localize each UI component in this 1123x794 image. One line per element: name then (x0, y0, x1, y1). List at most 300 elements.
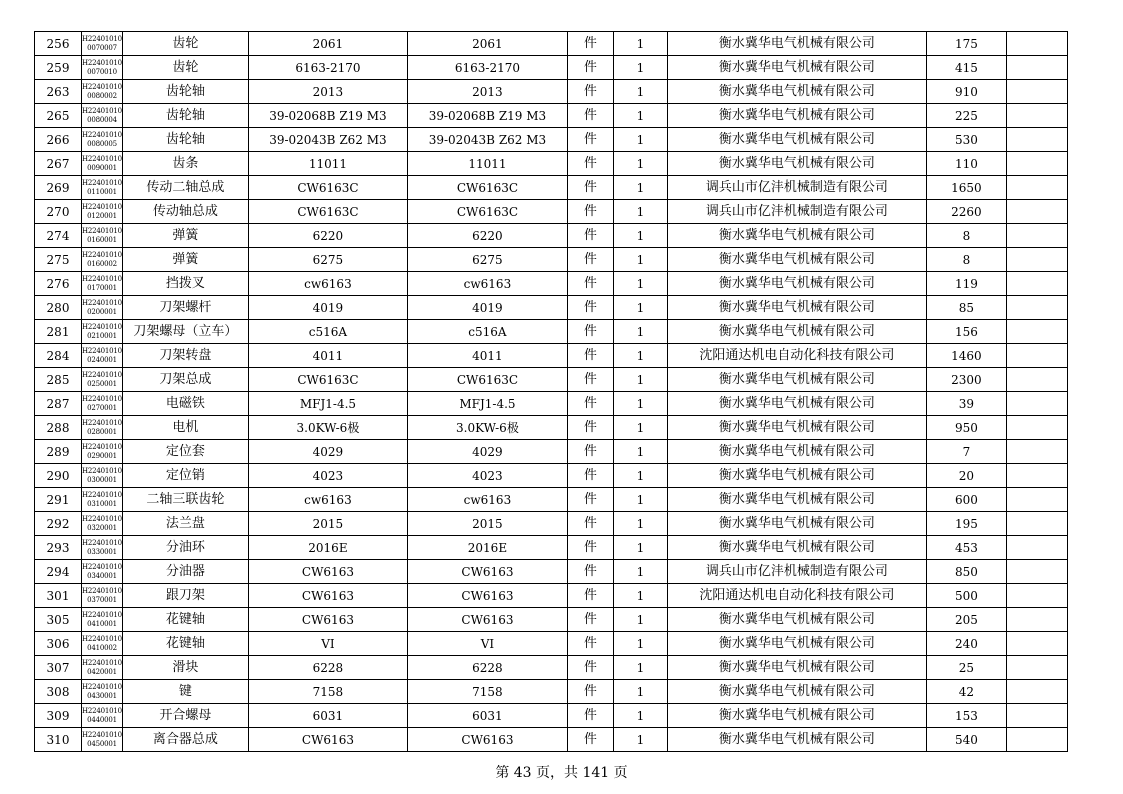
part-name-cell: 挡拨叉 (122, 272, 248, 296)
row-number-cell: 306 (35, 632, 82, 656)
item-code-line-2: 0160002 (87, 259, 117, 268)
spec-cell: 7158 (248, 680, 407, 704)
price-cell: 453 (926, 536, 1006, 560)
model-cell: 39-02068B Z19 M3 (407, 104, 567, 128)
quantity-cell: 1 (613, 104, 667, 128)
item-code-line-1: H22401010 (82, 610, 122, 619)
part-name-cell: 传动轴总成 (122, 200, 248, 224)
model-cell: 6163-2170 (407, 56, 567, 80)
quantity-cell: 1 (613, 296, 667, 320)
model-cell: 2061 (407, 32, 567, 56)
item-code-cell (82, 368, 123, 392)
table-row (35, 560, 1068, 584)
part-name-cell: 花键轴 (122, 632, 248, 656)
price-cell: 850 (926, 560, 1006, 584)
item-code-line-2: 0430001 (87, 691, 117, 700)
table-row (35, 320, 1068, 344)
spec-cell: 4023 (248, 464, 407, 488)
supplier-cell: 衡水冀华电气机械有限公司 (667, 656, 926, 680)
table-row (35, 680, 1068, 704)
supplier-cell: 衡水冀华电气机械有限公司 (667, 224, 926, 248)
unit-cell: 件 (567, 392, 613, 416)
row-number-cell: 274 (35, 224, 82, 248)
price-cell: 156 (926, 320, 1006, 344)
part-name-cell: 键 (122, 680, 248, 704)
part-name-cell: 二轴三联齿轮 (122, 488, 248, 512)
price-cell: 119 (926, 272, 1006, 296)
spec-cell: CW6163C (248, 176, 407, 200)
item-code-line-1: H22401010 (82, 490, 122, 499)
item-code-cell (82, 320, 123, 344)
model-cell: 6031 (407, 704, 567, 728)
item-code-line-1: H22401010 (82, 130, 122, 139)
item-code-cell (82, 296, 123, 320)
spec-cell: CW6163 (248, 560, 407, 584)
table-row (35, 248, 1068, 272)
table-row (35, 224, 1068, 248)
unit-cell: 件 (567, 368, 613, 392)
item-code-line-2: 0250001 (87, 379, 117, 388)
row-number-cell: 280 (35, 296, 82, 320)
item-code-cell (82, 104, 123, 128)
model-cell: 2016E (407, 536, 567, 560)
remark-cell (1006, 320, 1067, 344)
unit-cell: 件 (567, 272, 613, 296)
item-code-line-2: 0160001 (87, 235, 117, 244)
price-cell: 205 (926, 608, 1006, 632)
table-row (35, 608, 1068, 632)
part-name-cell: 定位销 (122, 464, 248, 488)
item-code-line-2: 0330001 (87, 547, 117, 556)
item-code-line-1: H22401010 (82, 394, 122, 403)
row-number-cell: 288 (35, 416, 82, 440)
part-name-cell: 开合螺母 (122, 704, 248, 728)
item-code-line-1: H22401010 (82, 562, 122, 571)
item-code-line-2: 0340001 (87, 571, 117, 580)
spec-cell: 4019 (248, 296, 407, 320)
spec-cell: CW6163 (248, 728, 407, 752)
unit-cell: 件 (567, 608, 613, 632)
spec-cell: CW6163 (248, 608, 407, 632)
table-row (35, 32, 1068, 56)
model-cell: CW6163 (407, 584, 567, 608)
quantity-cell: 1 (613, 56, 667, 80)
unit-cell: 件 (567, 320, 613, 344)
quantity-cell: 1 (613, 80, 667, 104)
row-number-cell: 287 (35, 392, 82, 416)
part-name-cell: 齿条 (122, 152, 248, 176)
unit-cell: 件 (567, 656, 613, 680)
unit-cell: 件 (567, 464, 613, 488)
spec-cell: MFJ1-4.5 (248, 392, 407, 416)
item-code-line-2: 0120001 (87, 211, 117, 220)
quantity-cell: 1 (613, 152, 667, 176)
item-code-cell (82, 728, 123, 752)
item-code-cell (82, 56, 123, 80)
item-code-cell (82, 464, 123, 488)
remark-cell (1006, 392, 1067, 416)
model-cell: cw6163 (407, 272, 567, 296)
item-code-cell (82, 704, 123, 728)
item-code-cell (82, 560, 123, 584)
quantity-cell: 1 (613, 704, 667, 728)
item-code-cell (82, 344, 123, 368)
item-code-line-2: 0320001 (87, 523, 117, 532)
quantity-cell: 1 (613, 176, 667, 200)
spec-cell: 39-02068B Z19 M3 (248, 104, 407, 128)
item-code-line-1: H22401010 (82, 202, 122, 211)
item-code-line-2: 0070010 (87, 67, 117, 76)
item-code-line-2: 0270001 (87, 403, 117, 412)
quantity-cell: 1 (613, 488, 667, 512)
remark-cell (1006, 104, 1067, 128)
quantity-cell: 1 (613, 656, 667, 680)
item-code-cell (82, 608, 123, 632)
item-code-line-1: H22401010 (82, 682, 122, 691)
table-row (35, 152, 1068, 176)
table-row (35, 128, 1068, 152)
item-code-cell (82, 80, 123, 104)
remark-cell (1006, 680, 1067, 704)
price-cell: 2300 (926, 368, 1006, 392)
unit-cell: 件 (567, 32, 613, 56)
unit-cell: 件 (567, 416, 613, 440)
table-row (35, 344, 1068, 368)
item-code-line-1: H22401010 (82, 418, 122, 427)
supplier-cell: 衡水冀华电气机械有限公司 (667, 368, 926, 392)
spec-cell: c516A (248, 320, 407, 344)
model-cell: 4029 (407, 440, 567, 464)
table-row (35, 584, 1068, 608)
remark-cell (1006, 584, 1067, 608)
model-cell: 7158 (407, 680, 567, 704)
remark-cell (1006, 32, 1067, 56)
quantity-cell: 1 (613, 440, 667, 464)
quantity-cell: 1 (613, 368, 667, 392)
quantity-cell: 1 (613, 728, 667, 752)
price-cell: 530 (926, 128, 1006, 152)
item-code-line-1: H22401010 (82, 274, 122, 283)
model-cell: 2013 (407, 80, 567, 104)
row-number-cell: 276 (35, 272, 82, 296)
part-name-cell: 分油环 (122, 536, 248, 560)
item-code-cell (82, 32, 123, 56)
remark-cell (1006, 344, 1067, 368)
unit-cell: 件 (567, 440, 613, 464)
quantity-cell: 1 (613, 128, 667, 152)
item-code-line-2: 0080002 (87, 91, 117, 100)
item-code-line-1: H22401010 (82, 730, 122, 739)
quantity-cell: 1 (613, 344, 667, 368)
row-number-cell: 285 (35, 368, 82, 392)
item-code-line-2: 0410001 (87, 619, 117, 628)
supplier-cell: 衡水冀华电气机械有限公司 (667, 80, 926, 104)
part-name-cell: 刀架转盘 (122, 344, 248, 368)
price-cell: 110 (926, 152, 1006, 176)
unit-cell: 件 (567, 104, 613, 128)
table-row (35, 512, 1068, 536)
remark-cell (1006, 656, 1067, 680)
unit-cell: 件 (567, 512, 613, 536)
model-cell: 3.0KW-6极 (407, 416, 567, 440)
item-code-line-2: 0210001 (87, 331, 117, 340)
item-code-line-2: 0200001 (87, 307, 117, 316)
unit-cell: 件 (567, 152, 613, 176)
remark-cell (1006, 608, 1067, 632)
item-code-line-2: 0410002 (87, 643, 117, 652)
quantity-cell: 1 (613, 464, 667, 488)
supplier-cell: 衡水冀华电气机械有限公司 (667, 32, 926, 56)
part-name-cell: 齿轮轴 (122, 80, 248, 104)
item-code-line-1: H22401010 (82, 34, 122, 43)
remark-cell (1006, 272, 1067, 296)
row-number-cell: 310 (35, 728, 82, 752)
item-code-line-2: 0290001 (87, 451, 117, 460)
item-code-line-2: 0280001 (87, 427, 117, 436)
price-cell: 175 (926, 32, 1006, 56)
supplier-cell: 衡水冀华电气机械有限公司 (667, 608, 926, 632)
item-code-line-1: H22401010 (82, 58, 122, 67)
unit-cell: 件 (567, 248, 613, 272)
item-code-line-1: H22401010 (82, 226, 122, 235)
quantity-cell: 1 (613, 272, 667, 296)
table-row (35, 464, 1068, 488)
remark-cell (1006, 200, 1067, 224)
row-number-cell: 266 (35, 128, 82, 152)
table-row (35, 728, 1068, 752)
price-cell: 1650 (926, 176, 1006, 200)
row-number-cell: 269 (35, 176, 82, 200)
item-code-line-1: H22401010 (82, 514, 122, 523)
unit-cell: 件 (567, 728, 613, 752)
item-code-line-2: 0080005 (87, 139, 117, 148)
supplier-cell: 沈阳通达机电自动化科技有限公司 (667, 344, 926, 368)
price-cell: 85 (926, 296, 1006, 320)
model-cell: 6220 (407, 224, 567, 248)
price-cell: 225 (926, 104, 1006, 128)
part-name-cell: 刀架螺母（立车） (122, 320, 248, 344)
spec-cell: 6228 (248, 656, 407, 680)
spec-cell: 4011 (248, 344, 407, 368)
model-cell: cw6163 (407, 488, 567, 512)
unit-cell: 件 (567, 488, 613, 512)
spec-cell: 6031 (248, 704, 407, 728)
spec-cell: 6275 (248, 248, 407, 272)
remark-cell (1006, 728, 1067, 752)
model-cell: 11011 (407, 152, 567, 176)
item-code-line-1: H22401010 (82, 586, 122, 595)
row-number-cell: 294 (35, 560, 82, 584)
price-cell: 25 (926, 656, 1006, 680)
unit-cell: 件 (567, 224, 613, 248)
spec-cell: 2015 (248, 512, 407, 536)
table-row (35, 56, 1068, 80)
row-number-cell: 291 (35, 488, 82, 512)
row-number-cell: 308 (35, 680, 82, 704)
part-name-cell: 滑块 (122, 656, 248, 680)
price-cell: 1460 (926, 344, 1006, 368)
unit-cell: 件 (567, 704, 613, 728)
part-name-cell: 齿轮 (122, 32, 248, 56)
item-code-line-2: 0310001 (87, 499, 117, 508)
unit-cell: 件 (567, 176, 613, 200)
model-cell: CW6163C (407, 200, 567, 224)
item-code-line-1: H22401010 (82, 658, 122, 667)
supplier-cell: 衡水冀华电气机械有限公司 (667, 104, 926, 128)
quantity-cell: 1 (613, 224, 667, 248)
part-name-cell: 定位套 (122, 440, 248, 464)
item-code-cell (82, 416, 123, 440)
row-number-cell: 267 (35, 152, 82, 176)
spec-cell: 2013 (248, 80, 407, 104)
item-code-cell (82, 680, 123, 704)
table-row (35, 368, 1068, 392)
supplier-cell: 衡水冀华电气机械有限公司 (667, 728, 926, 752)
remark-cell (1006, 464, 1067, 488)
remark-cell (1006, 80, 1067, 104)
price-cell: 8 (926, 248, 1006, 272)
item-code-cell (82, 656, 123, 680)
part-name-cell: 齿轮轴 (122, 104, 248, 128)
remark-cell (1006, 632, 1067, 656)
remark-cell (1006, 176, 1067, 200)
supplier-cell: 衡水冀华电气机械有限公司 (667, 704, 926, 728)
item-code-line-2: 0170001 (87, 283, 117, 292)
item-code-line-1: H22401010 (82, 322, 122, 331)
price-cell: 7 (926, 440, 1006, 464)
spec-cell: cw6163 (248, 488, 407, 512)
item-code-line-2: 0240001 (87, 355, 117, 364)
price-cell: 195 (926, 512, 1006, 536)
item-code-cell (82, 488, 123, 512)
spec-cell: 11011 (248, 152, 407, 176)
part-name-cell: 刀架总成 (122, 368, 248, 392)
price-cell: 20 (926, 464, 1006, 488)
item-code-line-2: 0450001 (87, 739, 117, 748)
unit-cell: 件 (567, 200, 613, 224)
quantity-cell: 1 (613, 248, 667, 272)
item-code-cell (82, 536, 123, 560)
model-cell: CW6163C (407, 176, 567, 200)
part-name-cell: 刀架螺杆 (122, 296, 248, 320)
table-row (35, 104, 1068, 128)
quantity-cell: 1 (613, 536, 667, 560)
remark-cell (1006, 56, 1067, 80)
row-number-cell: 281 (35, 320, 82, 344)
item-code-line-2: 0090001 (87, 163, 117, 172)
item-code-line-1: H22401010 (82, 250, 122, 259)
row-number-cell: 289 (35, 440, 82, 464)
part-name-cell: 跟刀架 (122, 584, 248, 608)
quantity-cell: 1 (613, 680, 667, 704)
supplier-cell: 衡水冀华电气机械有限公司 (667, 680, 926, 704)
part-name-cell: 电机 (122, 416, 248, 440)
supplier-cell: 调兵山市亿沣机械制造有限公司 (667, 200, 926, 224)
unit-cell: 件 (567, 80, 613, 104)
remark-cell (1006, 416, 1067, 440)
table-row (35, 440, 1068, 464)
item-code-cell (82, 128, 123, 152)
table-row (35, 704, 1068, 728)
model-cell: CW6163C (407, 368, 567, 392)
item-code-line-1: H22401010 (82, 466, 122, 475)
supplier-cell: 衡水冀华电气机械有限公司 (667, 56, 926, 80)
unit-cell: 件 (567, 584, 613, 608)
spec-cell: 4029 (248, 440, 407, 464)
table-row (35, 632, 1068, 656)
remark-cell (1006, 224, 1067, 248)
spec-cell: 39-02043B Z62 M3 (248, 128, 407, 152)
model-cell: c516A (407, 320, 567, 344)
item-code-line-1: H22401010 (82, 106, 122, 115)
price-cell: 950 (926, 416, 1006, 440)
table-row (35, 488, 1068, 512)
table-row (35, 272, 1068, 296)
part-name-cell: 电磁铁 (122, 392, 248, 416)
remark-cell (1006, 152, 1067, 176)
supplier-cell: 衡水冀华电气机械有限公司 (667, 248, 926, 272)
spec-cell: 3.0KW-6极 (248, 416, 407, 440)
model-cell: CW6163 (407, 728, 567, 752)
supplier-cell: 沈阳通达机电自动化科技有限公司 (667, 584, 926, 608)
remark-cell (1006, 560, 1067, 584)
spec-cell: 6163-2170 (248, 56, 407, 80)
quantity-cell: 1 (613, 200, 667, 224)
row-number-cell: 256 (35, 32, 82, 56)
row-number-cell: 263 (35, 80, 82, 104)
price-cell: 600 (926, 488, 1006, 512)
item-code-line-2: 0080004 (87, 115, 117, 124)
row-number-cell: 293 (35, 536, 82, 560)
part-name-cell: 分油器 (122, 560, 248, 584)
item-code-cell (82, 584, 123, 608)
supplier-cell: 调兵山市亿沣机械制造有限公司 (667, 560, 926, 584)
item-code-line-1: H22401010 (82, 82, 122, 91)
table-row (35, 200, 1068, 224)
model-cell: 4011 (407, 344, 567, 368)
remark-cell (1006, 440, 1067, 464)
row-number-cell: 307 (35, 656, 82, 680)
quantity-cell: 1 (613, 632, 667, 656)
supplier-cell: 衡水冀华电气机械有限公司 (667, 392, 926, 416)
item-code-line-1: H22401010 (82, 442, 122, 451)
item-code-line-1: H22401010 (82, 346, 122, 355)
model-cell: 39-02043B Z62 M3 (407, 128, 567, 152)
item-code-cell (82, 272, 123, 296)
quantity-cell: 1 (613, 392, 667, 416)
unit-cell: 件 (567, 296, 613, 320)
remark-cell (1006, 128, 1067, 152)
model-cell: MFJ1-4.5 (407, 392, 567, 416)
table-row (35, 80, 1068, 104)
unit-cell: 件 (567, 56, 613, 80)
price-cell: 415 (926, 56, 1006, 80)
price-cell: 42 (926, 680, 1006, 704)
item-code-line-2: 0300001 (87, 475, 117, 484)
row-number-cell: 301 (35, 584, 82, 608)
remark-cell (1006, 368, 1067, 392)
remark-cell (1006, 488, 1067, 512)
supplier-cell: 衡水冀华电气机械有限公司 (667, 488, 926, 512)
item-code-cell (82, 392, 123, 416)
part-name-cell: 法兰盘 (122, 512, 248, 536)
row-number-cell: 290 (35, 464, 82, 488)
item-code-line-1: H22401010 (82, 154, 122, 163)
supplier-cell: 调兵山市亿沣机械制造有限公司 (667, 176, 926, 200)
row-number-cell: 292 (35, 512, 82, 536)
row-number-cell: 284 (35, 344, 82, 368)
part-name-cell: 弹簧 (122, 224, 248, 248)
